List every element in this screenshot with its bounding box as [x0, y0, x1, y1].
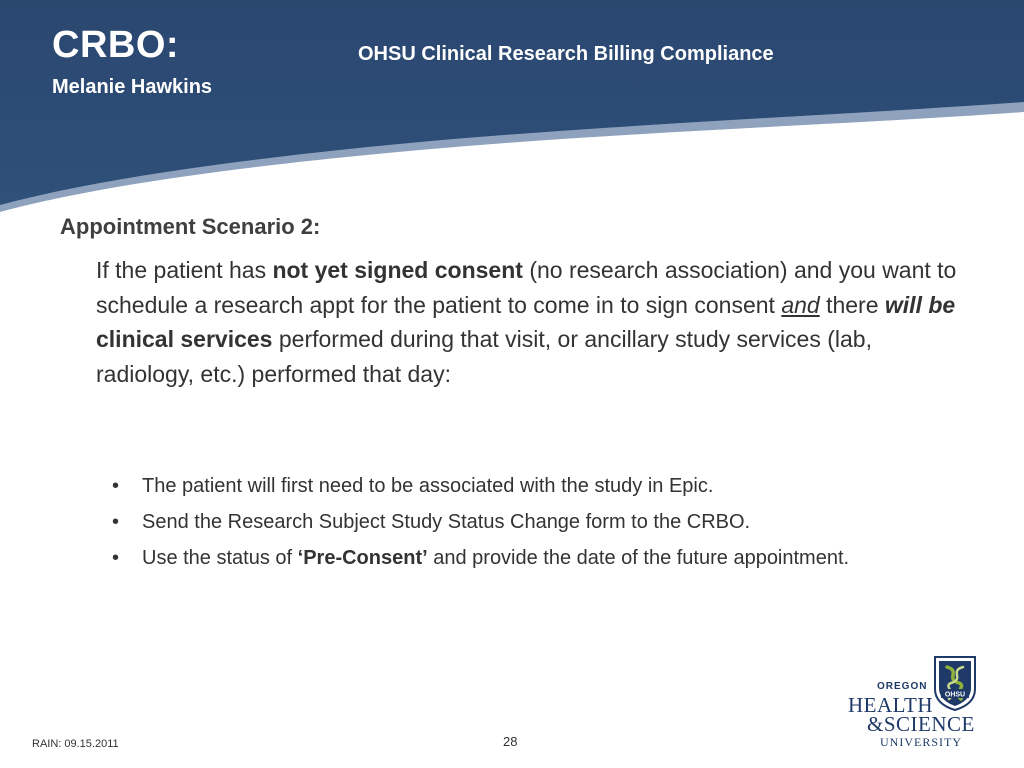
- para-text: performed during that visit, or ancillary study services (lab, radiology, etc.) performed that day:: [96, 326, 872, 387]
- para-emphasis-services: clinical services: [96, 326, 273, 352]
- logo-text-health: HEALTH: [848, 693, 934, 717]
- bullet-text: The patient will first need to be associated with the study in Epic.: [142, 475, 714, 497]
- shield-label: OHSU: [944, 691, 966, 699]
- slide-subtitle: OHSU Clinical Research Billing Compliance: [358, 43, 774, 65]
- slide-author: Melanie Hawkins: [52, 76, 213, 98]
- para-emphasis-will-be: will be: [884, 291, 956, 318]
- logo-text-oregon: OREGON: [877, 681, 928, 692]
- footer-date: RAIN: 09.15.2011: [32, 738, 119, 750]
- bullet-text: and provide the date of the future appointment.: [427, 547, 850, 569]
- ohsu-shield-icon: [933, 655, 977, 711]
- bullet-marker: •: [112, 547, 120, 569]
- bullet-emphasis: ‘Pre-Consent’: [297, 547, 428, 569]
- logo-text-university: UNIVERSITY: [880, 735, 962, 749]
- bullet-text: Send the Research Subject Study Status Change form to the CRBO.: [142, 511, 751, 533]
- slide-title: CRBO:: [52, 24, 180, 66]
- bullet-marker: •: [112, 511, 120, 533]
- logo-text-science: &SCIENCE: [867, 712, 975, 736]
- para-text: If the patient has: [96, 257, 273, 283]
- para-text: (no research association) and you want to schedule a research appt for the patient to come in to sign consent: [96, 257, 957, 318]
- bullet-marker: •: [112, 475, 120, 497]
- para-emphasis-consent: not yet signed consent: [272, 257, 523, 283]
- scenario-heading: Appointment Scenario 2:: [60, 214, 321, 239]
- page-number: 28: [503, 734, 518, 749]
- ohsu-logo: [845, 655, 985, 750]
- para-text: there: [819, 291, 885, 318]
- list-item: [106, 471, 926, 502]
- bullet-list: [106, 471, 926, 579]
- list-item: [106, 543, 926, 574]
- scenario-paragraph: [96, 253, 971, 391]
- bullet-text: Use the status of: [142, 547, 298, 569]
- para-emphasis-and: and: [781, 291, 820, 318]
- list-item: [106, 507, 926, 538]
